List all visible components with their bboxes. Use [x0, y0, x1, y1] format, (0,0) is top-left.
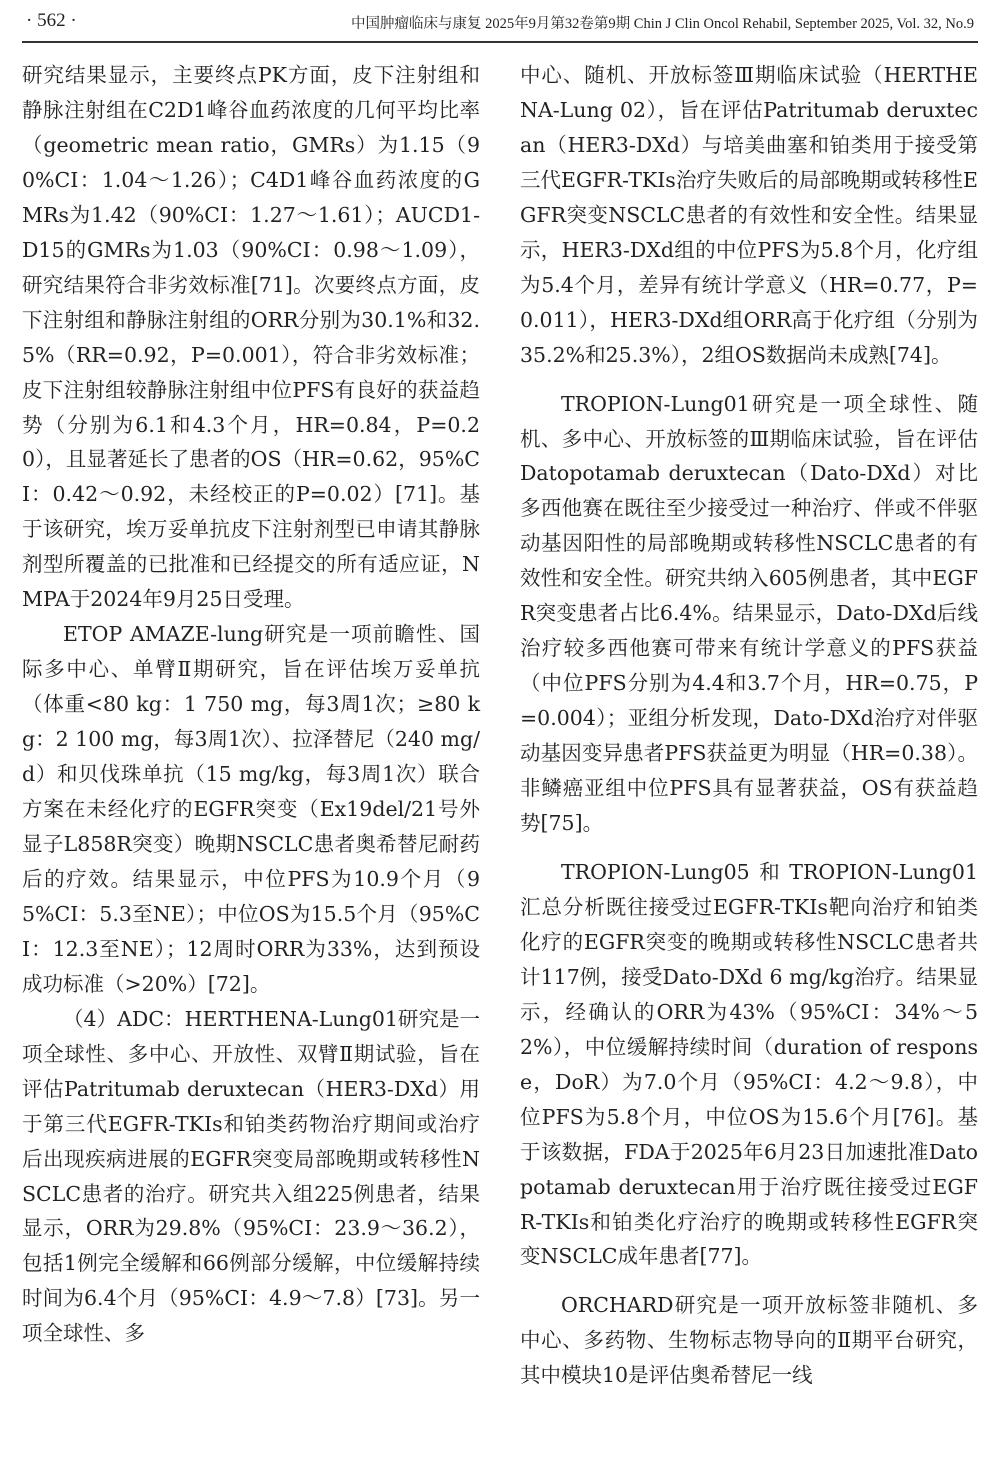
page-number: · 562 · [26, 10, 77, 31]
paragraph-tropion-lung05: TROPION-Lung05和TROPION-Lung01汇总分析既往接受过EGFR-TKIs靶向治疗和铂类化疗的EGFR突变的晚期或转移性NSCLC患者共计117例，接受Dato-DXd 6 mg/kg治疗。结果显示，经确认的ORR为43%（95%CI：34%～52%），中位缓解持续时间（duration of response，DoR）为7.0个月（95%CI：4.2～9.8），中位PFS为5.8个月，中位OS为15.6个月[76]。基于该数据，FDA于2025年6月23日加速批准Datopotamab deruxtecan用于治疗既往接受过EGFR-TKIs和铂类化疗治疗的晚期或转移性EGFR突变NSCLC成年患者[77]。 [520, 859, 978, 1269]
paragraph-pk-results: 研究结果显示，主要终点PK方面，皮下注射组和静脉注射组在C2D1峰谷血药浓度的几何平均比率（geometric mean ratio，GMRs）为1.15（90%CI：1.04～1.26）；C4D1峰谷血药浓度的GMRs为1.42（90%CI：1.27～1.61）；AUCD1-D15的GMRs为1.03（90%CI：0.98～1.09），研究结果符合非劣效标准[71]。次要终点方面，皮下注射组和静脉注射组的ORR分别为30.1%和32.5%（RR=0.92，P=0.001），符合非劣效标准；皮下注射组较静脉注射组中位PFS有良好的获益趋势（分别为6.1和4.3个月，HR=0.84，P=0.20），且显著延长了患者的OS（HR=0.62，95%CI：0.42～0.92，未经校正的P=0.02）[71]。基于该研究，埃万妥单抗皮下注射剂型已申请其静脉剂型所覆盖的已批准和已经提交的所有适应证，NMPA于2024年9月25日受理。 [22, 63, 480, 612]
left-column [22, 58, 480, 1351]
paragraph-herthena-lung02: 中心、随机、开放标签Ⅲ期临床试验（HERTHENA-Lung 02），旨在评估Patritumab deruxtecan（HER3-DXd）与培美曲塞和铂类用于接受第三代EGFR-TKIs治疗失败后的局部晚期或转移性EGFR突变NSCLC患者的有效性和安全性。结果显示，HER3-DXd组的中位PFS为5.8个月，化疗组为5.4个月，差异有统计学意义（HR=0.77，P=0.011），HER3-DXd组ORR高于化疗组（分别为35.2%和25.3%），2组OS数据尚未成熟[74]。 [520, 63, 978, 367]
journal-citation: 中国肿瘤临床与康复 2025年9月第32卷第9期 Chin J Clin Oncol Rehabil, September 2025, Vol. 32, No.9 [351, 16, 974, 32]
paragraph-orchard: ORCHARD研究是一项开放标签非随机、多中心、多药物、生物标志物导向的Ⅱ期平台研究，其中模块10是评估奥希替尼一线 [520, 1293, 978, 1388]
right-column [520, 58, 978, 1393]
paragraph-amaze-lung: ETOP AMAZE-lung研究是一项前瞻性、国际多中心、单臂Ⅱ期研究，旨在评估埃万妥单抗（体重<80 kg：1 750 mg，每3周1次；≥80 kg：2 100 mg，每3周1次）、拉泽替尼（240 mg/d）和贝伐珠单抗（15 mg/kg，每3周1次）联合方案在未经化疗的EGFR突变（Ex19del/21号外显子L858R突变）晚期NSCLC患者奥希替尼耐药后的疗效。结果显示，中位PFS为10.9个月（95%CI：5.3至NE）；中位OS为15.5个月（95%CI：12.3至NE）；12周时ORR为33%，达到预设成功标准（>20%）[72]。 [22, 622, 480, 996]
page-header [0, 0, 1000, 46]
header-rule [22, 41, 978, 43]
paragraph-tropion-lung01: TROPION-Lung01研究是一项全球性、随机、多中心、开放标签的Ⅲ期临床试验，旨在评估Datopotamab deruxtecan（Dato-DXd）对比多西他赛在既往至少接受过一种治疗、伴或不伴驱动基因阳性的局部晚期或转移性NSCLC患者的有效性和安全性。研究共纳入605例患者，其中EGFR突变患者占比6.4%。结果显示，Dato-DXd后线治疗较多西他赛可带来有统计学意义的PFS获益（中位PFS分别为4.4和3.7个月，HR=0.75，P=0.004）；亚组分析发现，Dato-DXd治疗对伴驱动基因变异患者PFS获益更为明显（HR=0.38）。非鳞癌亚组中位PFS具有显著获益，OS有获益趋势[75]。 [520, 391, 978, 836]
paragraph-herthena-lung01: （4）ADC：HERTHENA-Lung01研究是一项全球性、多中心、开放性、双臂Ⅱ期试验，旨在评估Patritumab deruxtecan（HER3-DXd）用于第三代EGFR-TKIs和铂类药物治疗期间或治疗后出现疾病进展的EGFR突变局部晚期或转移性NSCLC患者的治疗。研究共入组225例患者，结果显示，ORR为29.8%（95%CI：23.9～36.2），包括1例完全缓解和66例部分缓解，中位缓解持续时间为6.4个月（95%CI：4.9～7.8）[73]。另一项全球性、多 [22, 1006, 480, 1346]
